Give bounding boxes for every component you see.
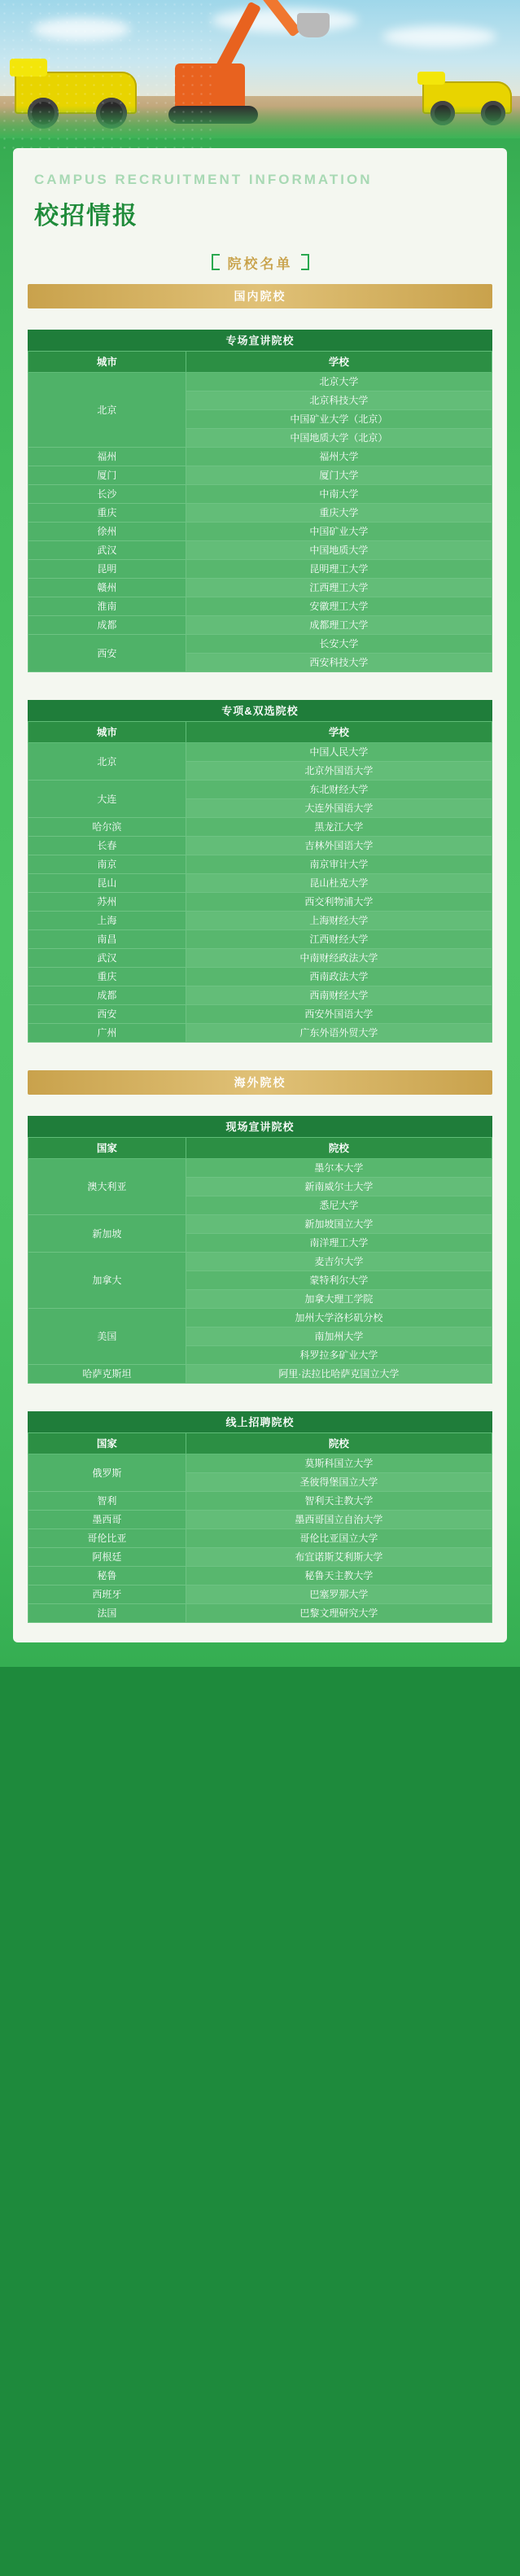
table-cell-institution: 福州大学 <box>186 447 492 466</box>
table-cell-region: 新加坡 <box>28 1214 186 1252</box>
overseas-group-0-body <box>28 1158 492 1383</box>
overseas-group-0-table <box>28 1137 492 1384</box>
table-cell-region: 长春 <box>28 836 186 855</box>
table-row <box>28 466 492 484</box>
table-cell-region: 哈尔滨 <box>28 817 186 836</box>
table-cell-institution: 厦门大学 <box>186 466 492 484</box>
table-cell-region: 淮南 <box>28 597 186 615</box>
table-cell-institution: 智利天主教大学 <box>186 1491 492 1510</box>
table-cell-institution: 哥伦比亚国立大学 <box>186 1529 492 1547</box>
overseas-band: 海外院校 <box>28 1070 492 1095</box>
table-cell-region: 成都 <box>28 986 186 1004</box>
table-cell-institution: 江西财经大学 <box>186 929 492 948</box>
bracket-left-decoration <box>212 254 220 270</box>
table-row <box>28 967 492 986</box>
column-header-institution: 院校 <box>186 1137 492 1158</box>
table-cell-institution: 加拿大理工学院 <box>186 1289 492 1308</box>
table-cell-region: 西安 <box>28 1004 186 1023</box>
hero-gradient-overlay <box>0 106 520 138</box>
table-row <box>28 873 492 892</box>
table-cell-institution: 西南财经大学 <box>186 986 492 1004</box>
table-cell-institution: 中国人民大学 <box>186 742 492 761</box>
cloud-shape <box>33 18 130 41</box>
table-cell-region: 福州 <box>28 447 186 466</box>
table-cell-institution: 北京大学 <box>186 372 492 391</box>
table-row <box>28 578 492 597</box>
table-row <box>28 1252 492 1271</box>
table-cell-region: 智利 <box>28 1491 186 1510</box>
table-cell-institution: 江西理工大学 <box>186 578 492 597</box>
table-cell-institution: 北京科技大学 <box>186 391 492 409</box>
table-cell-region: 上海 <box>28 911 186 929</box>
table-cell-institution: 加州大学洛杉矶分校 <box>186 1308 492 1327</box>
table-cell-region: 苏州 <box>28 892 186 911</box>
overseas-group-0-subtitle: 现场宣讲院校 <box>28 1116 492 1137</box>
table-cell-region: 澳大利亚 <box>28 1158 186 1214</box>
table-cell-region: 西班牙 <box>28 1585 186 1603</box>
table-row <box>28 597 492 615</box>
table-cell-institution: 中国矿业大学 <box>186 522 492 540</box>
table-row <box>28 855 492 873</box>
main-content-card <box>13 148 507 1642</box>
table-cell-region: 墨西哥 <box>28 1510 186 1529</box>
table-row <box>28 1510 492 1529</box>
table-cell-region: 赣州 <box>28 578 186 597</box>
column-header-city: 城市 <box>28 721 186 742</box>
domestic-group-1-table <box>28 721 492 1043</box>
table-cell-institution: 中国矿业大学（北京） <box>186 409 492 428</box>
domestic-group-1-subtitle: 专项&双选院校 <box>28 700 492 721</box>
overseas-group-1-body <box>28 1454 492 1622</box>
table-row <box>28 1585 492 1603</box>
table-cell-region: 哈萨克斯坦 <box>28 1364 186 1383</box>
table-cell-institution: 上海财经大学 <box>186 911 492 929</box>
table-cell-institution: 安徽理工大学 <box>186 597 492 615</box>
table-row <box>28 1308 492 1327</box>
table-row <box>28 1214 492 1233</box>
cloud-shape <box>382 26 496 47</box>
table-row <box>28 1454 492 1472</box>
table-cell-institution: 吉林外国语大学 <box>186 836 492 855</box>
column-header-institution: 院校 <box>186 1432 492 1454</box>
table-cell-region: 广州 <box>28 1023 186 1042</box>
table-row <box>28 1566 492 1585</box>
table-row <box>28 1547 492 1566</box>
table-row <box>28 372 492 391</box>
table-cell-institution: 中南大学 <box>186 484 492 503</box>
english-title: CAMPUS RECRUITMENT INFORMATION <box>34 172 373 187</box>
table-cell-region: 成都 <box>28 615 186 634</box>
table-row <box>28 948 492 967</box>
table-cell-institution: 南京审计大学 <box>186 855 492 873</box>
table-row <box>28 540 492 559</box>
table-row <box>28 836 492 855</box>
table-cell-region: 北京 <box>28 742 186 780</box>
domestic-group-0-body <box>28 372 492 671</box>
table-cell-region: 大连 <box>28 780 186 817</box>
section-title-text: 院校名单 <box>227 256 293 272</box>
domestic-group-0-subtitle: 专场宣讲院校 <box>28 330 492 351</box>
table-cell-region: 徐州 <box>28 522 186 540</box>
table-cell-institution: 南洋理工大学 <box>186 1233 492 1252</box>
table-cell-institution: 墨西哥国立自治大学 <box>186 1510 492 1529</box>
table-row <box>28 503 492 522</box>
table-cell-institution: 西南政法大学 <box>186 967 492 986</box>
table-cell-institution: 新南威尔士大学 <box>186 1177 492 1196</box>
table-row <box>28 929 492 948</box>
table-row <box>28 1529 492 1547</box>
table-cell-region: 厦门 <box>28 466 186 484</box>
table-cell-region: 哥伦比亚 <box>28 1529 186 1547</box>
table-cell-institution: 科罗拉多矿业大学 <box>186 1345 492 1364</box>
table-row <box>28 634 492 653</box>
table-row <box>28 911 492 929</box>
table-cell-institution: 圣彼得堡国立大学 <box>186 1472 492 1491</box>
table-cell-institution: 中国地质大学 <box>186 540 492 559</box>
table-row <box>28 1603 492 1622</box>
table-cell-region: 重庆 <box>28 967 186 986</box>
table-row <box>28 892 492 911</box>
table-cell-region: 俄罗斯 <box>28 1454 186 1491</box>
table-cell-institution: 黑龙江大学 <box>186 817 492 836</box>
table-cell-institution: 中国地质大学（北京） <box>186 428 492 447</box>
table-cell-institution: 成都理工大学 <box>186 615 492 634</box>
domestic-group-1-body <box>28 742 492 1042</box>
column-header-city: 城市 <box>28 351 186 372</box>
table-row <box>28 447 492 466</box>
table-row <box>28 742 492 761</box>
table-cell-region: 南京 <box>28 855 186 873</box>
table-cell-institution: 大连外国语大学 <box>186 798 492 817</box>
table-row <box>28 1158 492 1177</box>
table-row <box>28 986 492 1004</box>
table-cell-institution: 昆山杜克大学 <box>186 873 492 892</box>
table-cell-region: 昆山 <box>28 873 186 892</box>
table-cell-institution: 莫斯科国立大学 <box>186 1454 492 1472</box>
table-cell-region: 北京 <box>28 372 186 447</box>
column-header-country: 国家 <box>28 1137 186 1158</box>
overseas-group-1-subtitle: 线上招聘院校 <box>28 1411 492 1432</box>
table-cell-institution: 中南财经政法大学 <box>186 948 492 967</box>
table-cell-institution: 北京外国语大学 <box>186 761 492 780</box>
table-row <box>28 615 492 634</box>
table-cell-region: 武汉 <box>28 948 186 967</box>
table-cell-institution: 巴塞罗那大学 <box>186 1585 492 1603</box>
table-row <box>28 559 492 578</box>
table-cell-institution: 新加坡国立大学 <box>186 1214 492 1233</box>
hero-image <box>0 0 520 138</box>
table-cell-region: 加拿大 <box>28 1252 186 1308</box>
table-cell-institution: 墨尔本大学 <box>186 1158 492 1177</box>
table-cell-institution: 巴黎文理研究大学 <box>186 1603 492 1622</box>
table-cell-institution: 重庆大学 <box>186 503 492 522</box>
table-row <box>28 1364 492 1383</box>
table-cell-institution: 广东外语外贸大学 <box>186 1023 492 1042</box>
table-cell-region: 阿根廷 <box>28 1547 186 1566</box>
table-row <box>28 484 492 503</box>
table-cell-region: 南昌 <box>28 929 186 948</box>
table-cell-region: 昆明 <box>28 559 186 578</box>
table-cell-institution: 南加州大学 <box>186 1327 492 1345</box>
table-cell-region: 西安 <box>28 634 186 671</box>
table-cell-region: 武汉 <box>28 540 186 559</box>
page-title: 校招情报 <box>34 202 138 230</box>
table-cell-region: 美国 <box>28 1308 186 1364</box>
table-cell-institution: 阿里·法拉比哈萨克国立大学 <box>186 1364 492 1383</box>
column-header-school: 学校 <box>186 351 492 372</box>
table-row <box>28 522 492 540</box>
table-cell-region: 重庆 <box>28 503 186 522</box>
table-cell-institution: 昆明理工大学 <box>186 559 492 578</box>
bracket-right-decoration <box>301 254 309 270</box>
table-cell-institution: 秘鲁天主教大学 <box>186 1566 492 1585</box>
table-cell-institution: 麦吉尔大学 <box>186 1252 492 1271</box>
excavator-icon <box>175 63 245 111</box>
domestic-group-0-table <box>28 351 492 672</box>
table-cell-region: 秘鲁 <box>28 1566 186 1585</box>
table-cell-institution: 悉尼大学 <box>186 1196 492 1214</box>
table-cell-institution: 东北财经大学 <box>186 780 492 798</box>
table-row <box>28 817 492 836</box>
table-cell-region: 长沙 <box>28 484 186 503</box>
table-row <box>28 780 492 798</box>
table-row <box>28 1023 492 1042</box>
table-cell-institution: 布宜诺斯艾利斯大学 <box>186 1547 492 1566</box>
table-cell-institution: 西安科技大学 <box>186 653 492 671</box>
table-row <box>28 1004 492 1023</box>
table-cell-institution: 西安外国语大学 <box>186 1004 492 1023</box>
overseas-group-1-table <box>28 1432 492 1623</box>
column-header-country: 国家 <box>28 1432 186 1454</box>
table-cell-institution: 长安大学 <box>186 634 492 653</box>
table-cell-region: 法国 <box>28 1603 186 1622</box>
section-title <box>13 252 507 273</box>
domestic-band: 国内院校 <box>28 284 492 308</box>
column-header-school: 学校 <box>186 721 492 742</box>
table-cell-institution: 西交利物浦大学 <box>186 892 492 911</box>
table-cell-institution: 蒙特利尔大学 <box>186 1271 492 1289</box>
table-row <box>28 1491 492 1510</box>
